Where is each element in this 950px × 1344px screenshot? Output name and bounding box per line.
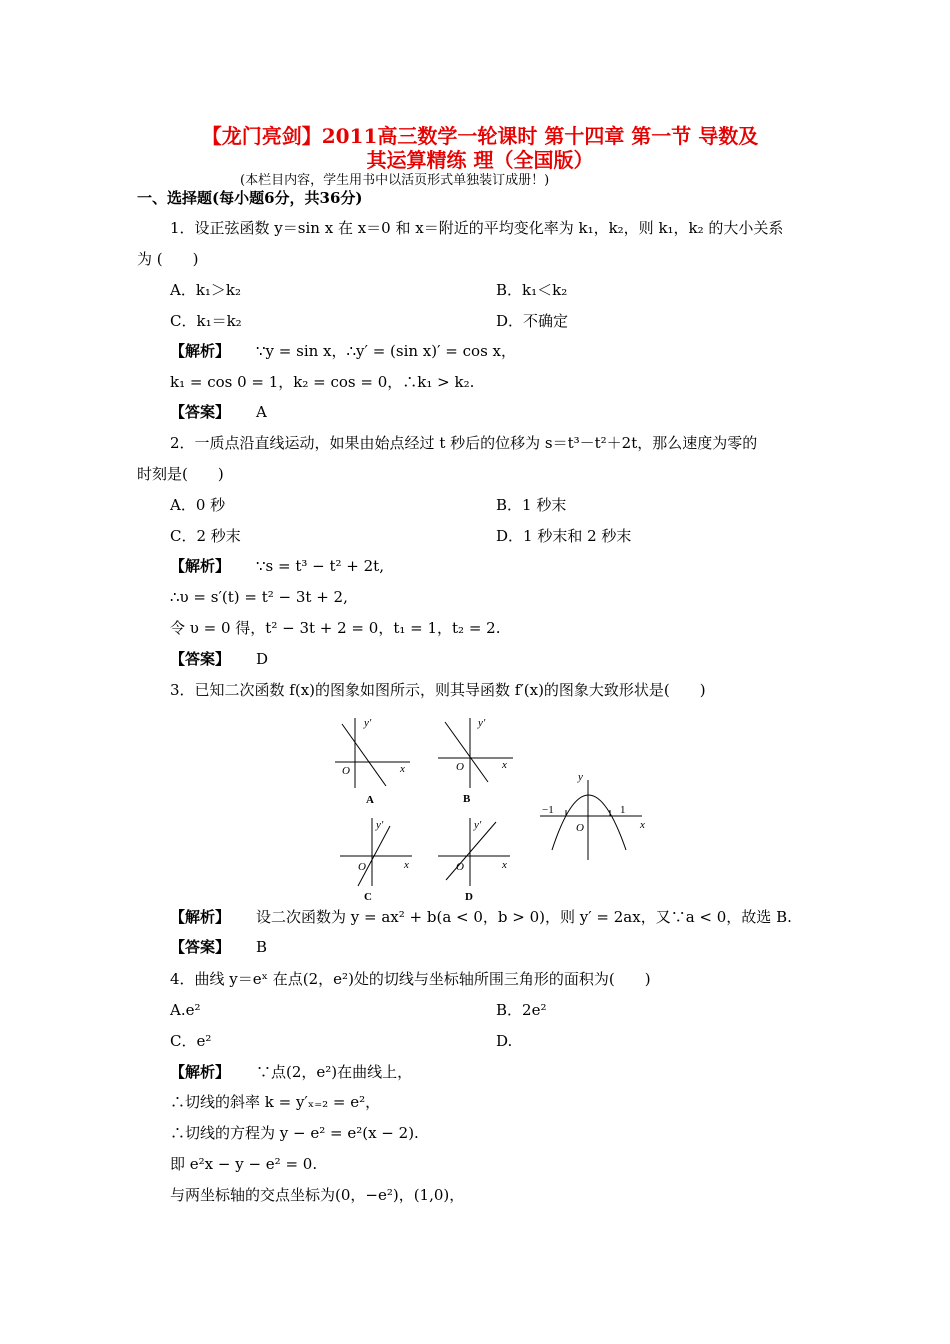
graph-a-y-label: y′ [364, 717, 372, 729]
q2-analysis-1: ∵s = t³ − t² + 2t, [256, 557, 384, 575]
q1-answer: A [256, 403, 267, 421]
parabola-pos1: 1 [620, 804, 626, 816]
q2-stem-1: 2．一质点沿直线运动，如果由始点经过 t 秒后的位移为 s＝t³－t²＋2t，那么速度为零的 [170, 434, 758, 452]
graph-a-origin: O [342, 765, 350, 777]
q4-analysis-3: ∴切线的方程为 y − e² = e²(x − 2). [170, 1124, 419, 1142]
q2-answer-label: 【答案】 [170, 650, 231, 668]
q2-option-d: D．1 秒末和 2 秒末 [496, 527, 632, 545]
q2-analysis-label: 【解析】 [170, 557, 231, 575]
parabola-neg1: −1 [542, 804, 554, 816]
graph-d-y-label: y′ [474, 819, 482, 831]
section-heading: 一、选择题(每小题6分，共36分) [137, 189, 363, 207]
q2-option-c: C．2 秒末 [170, 527, 241, 545]
q3-analysis-label: 【解析】 [170, 908, 231, 926]
graph-a-label: A [366, 794, 374, 806]
graph-c-label: C [364, 891, 372, 903]
q2-analysis-3: 令 υ = 0 得，t² − 3t + 2 = 0，t₁ = 1，t₂ = 2. [170, 619, 501, 637]
graph-d-x-label: x [502, 859, 507, 871]
q4-option-a: A.e² [170, 1001, 201, 1019]
q1-analysis-2: k₁ = cos 0 = 1，k₂ = cos = 0，∴k₁ > k₂. [170, 373, 475, 391]
q3-analysis: 设二次函数为 y = ax² + b(a < 0，b > 0)，则 y′ = 2ax，又∵a < 0，故选 B. [256, 908, 792, 926]
parabola-graph [540, 780, 642, 860]
graph-b-label: B [463, 793, 471, 805]
q4-analysis-1: ∵点(2，e²)在曲线上， [256, 1063, 413, 1081]
graph-b [438, 718, 513, 788]
q3-stem: 3．已知二次函数 f(x)的图象如图所示，则其导函数 f′(x)的图象大致形状是( ) [170, 681, 706, 699]
q4-analysis-2: ∴切线的斜率 k = y′ₓ₌₂ = e²， [170, 1093, 381, 1111]
q1-stem-2: 为 ( ) [137, 250, 199, 268]
q1-analysis-label: 【解析】 [170, 342, 231, 360]
q4-analysis-5: 与两坐标轴的交点坐标为(0，−e²)，(1,0)， [170, 1186, 465, 1204]
q1-stem-1: 1．设正弦函数 y＝sin x 在 x＝0 和 x＝附近的平均变化率为 k₁，k₂，则 k₁，k₂ 的大小关系 [170, 219, 784, 237]
q2-option-b: B．1 秒末 [496, 496, 567, 514]
q1-option-b: B．k₁＜k₂ [496, 281, 568, 299]
graph-a-x-label: x [400, 763, 405, 775]
title-line-1: 【龙门亮剑】2011高三数学一轮课时 第十四章 第一节 导数及 [201, 124, 759, 148]
q1-option-d: D．不确定 [496, 312, 569, 330]
q2-answer: D [256, 650, 269, 668]
q1-answer-label: 【答案】 [170, 403, 231, 421]
q3-figure [320, 710, 660, 910]
q4-analysis-label: 【解析】 [170, 1063, 231, 1081]
q4-stem: 4．曲线 y＝eˣ 在点(2，e²)处的切线与坐标轴所围三角形的面积为( ) [170, 970, 651, 988]
graph-b-origin: O [456, 761, 464, 773]
q2-option-a: A．0 秒 [170, 496, 226, 514]
q2-analysis-2: ∴υ = s′(t) = t² − 3t + 2, [170, 588, 348, 606]
graph-c-origin: O [358, 861, 366, 873]
q3-answer-label: 【答案】 [170, 938, 231, 956]
q4-analysis-4: 即 e²x − y − e² = 0. [170, 1155, 318, 1173]
title-line-2: 其运算精练 理（全国版） [366, 148, 594, 172]
parabola-x-label: x [640, 819, 645, 831]
q1-analysis-1: ∵y = sin x，∴y′ = (sin x)′ = cos x， [256, 342, 516, 360]
q1-option-c: C．k₁＝k₂ [170, 312, 242, 330]
graph-c-x-label: x [404, 859, 409, 871]
q4-option-b: B．2e² [496, 1001, 547, 1019]
graph-a [335, 718, 410, 788]
q1-option-a: A．k₁＞k₂ [170, 281, 242, 299]
graph-c-y-label: y′ [376, 819, 384, 831]
parabola-y-label: y [578, 771, 583, 783]
parabola-origin: O [576, 822, 584, 834]
q4-option-c: C．e² [170, 1032, 212, 1050]
graph-b-y-label: y′ [478, 717, 486, 729]
q3-answer: B [256, 938, 268, 956]
graph-d-origin: O [456, 861, 464, 873]
q2-stem-2: 时刻是( ) [137, 465, 224, 483]
note: (本栏目内容，学生用书中以活页形式单独装订成册！) [240, 173, 550, 188]
graph-b-x-label: x [502, 759, 507, 771]
q4-option-d: D. [496, 1032, 513, 1050]
graph-d-label: D [465, 891, 473, 903]
